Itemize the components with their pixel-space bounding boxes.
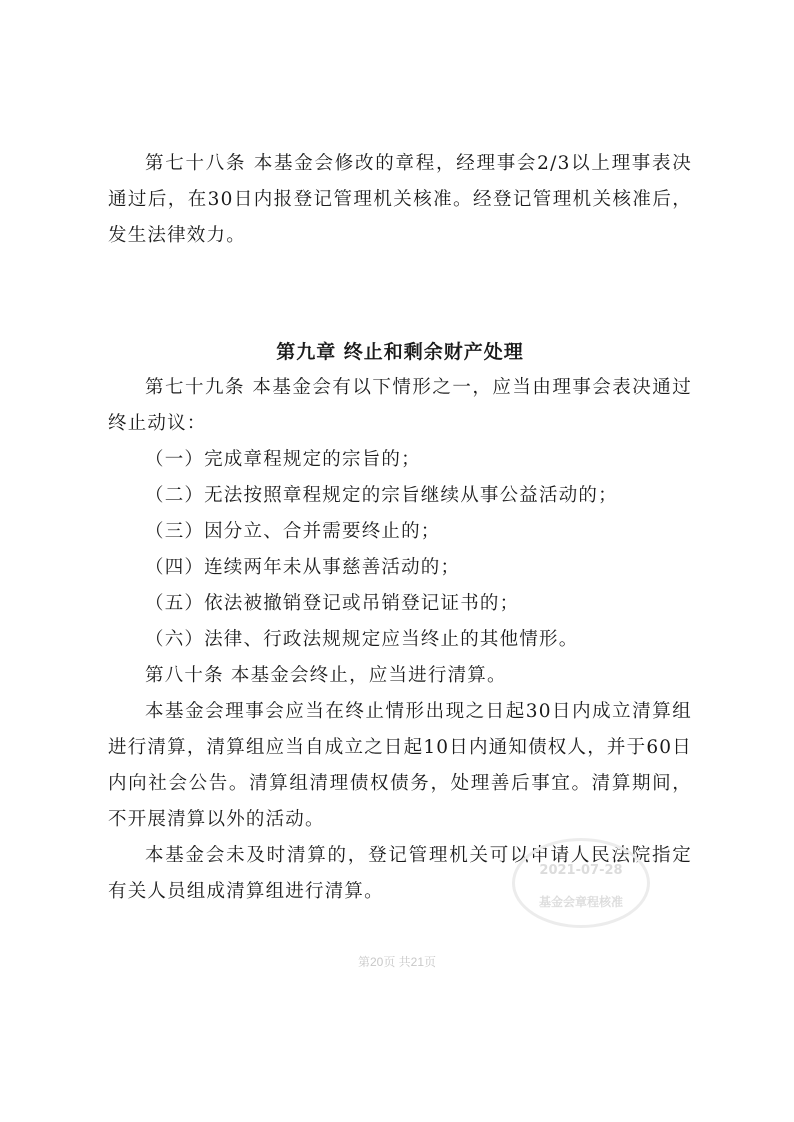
article-78: 第七十八条 本基金会修改的章程，经理事会2/3以上理事表决通过后，在30日内报登记管理机关核准。经登记管理机关核准后，发生法律效力。 [108, 153, 692, 246]
chapter-9-body [108, 370, 692, 910]
liquidation-paragraph: 本基金会理事会应当在终止情形出现之日起30日内成立清算组进行清算，清算组应当自成立之日起10日内通知债权人，并于60日内向社会公告。清算组清理债权债务，处理善后事宜。清算期间，不开展清算以外的活动。 [108, 701, 692, 830]
approval-stamp [512, 838, 650, 928]
article-79: 第七十九条 本基金会有以下情形之一，应当由理事会表决通过终止动议： [108, 377, 692, 434]
list-item: （六）法律、行政法规规定应当终止的其他情形。 [145, 629, 579, 650]
article-80: 第八十条 本基金会终止，应当进行清算。 [145, 665, 507, 686]
list-item: （五）依法被撤销登记或吊销登记证书的； [145, 593, 520, 614]
list-item: （三）因分立、合并需要终止的； [145, 521, 441, 542]
chapter-9-heading: 第九章 终止和剩余财产处理 [276, 341, 524, 363]
article-78-block [108, 146, 692, 254]
list-item: （二）无法按照章程规定的宗旨继续从事公益活动的； [145, 485, 618, 506]
stamp-date: 2021-07-28 [539, 863, 623, 878]
stamp-name: 基金会章程核准 [538, 895, 623, 909]
list-item: （一）完成章程规定的宗旨的； [145, 449, 421, 470]
page-footer: 第20页 共21页 [357, 955, 437, 969]
list-item: （四）连续两年未从事慈善活动的； [145, 557, 461, 578]
court-liquidation-paragraph: 本基金会未及时清算的，登记管理机关可以申请人民法院指定有关人员组成清算组进行清算。 [108, 845, 692, 902]
